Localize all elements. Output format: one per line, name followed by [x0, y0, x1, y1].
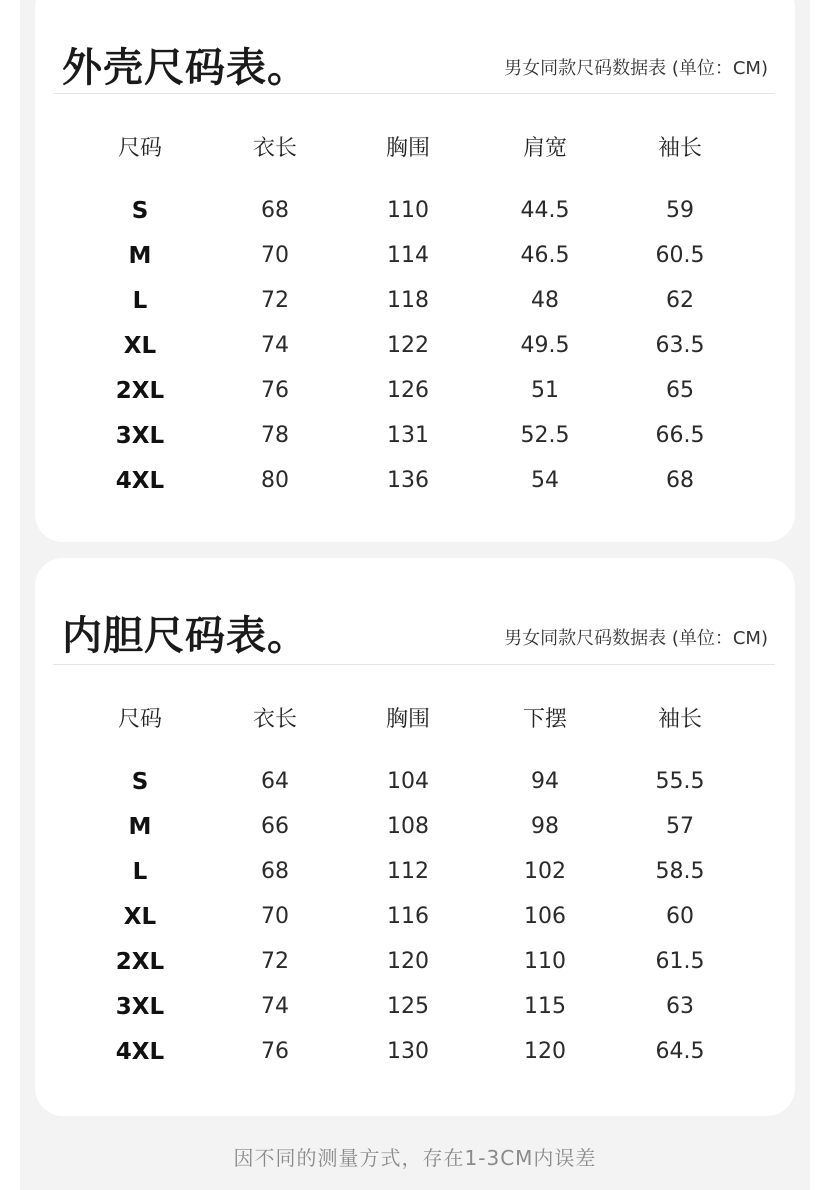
- table-row: [35, 812, 795, 842]
- table-row: [35, 947, 795, 977]
- measurement-cell: 104: [387, 769, 429, 794]
- title-divider: [53, 93, 775, 94]
- table-row: [35, 376, 795, 406]
- measurement-cell: 78: [261, 423, 289, 448]
- measurement-cell: 58.5: [655, 859, 705, 884]
- size-label-cell: M: [128, 243, 152, 269]
- table-row: [35, 992, 795, 1022]
- table-row: [35, 466, 795, 496]
- table-row: [35, 421, 795, 451]
- size-label-cell: 3XL: [115, 423, 165, 449]
- measurement-cell: 116: [387, 904, 429, 929]
- measurement-cell: 108: [387, 814, 429, 839]
- measurement-cell: 60: [666, 904, 694, 929]
- measurement-cell: 70: [261, 904, 289, 929]
- size-label-cell: XL: [123, 333, 157, 359]
- card-subtitle: 男女同款尺码数据表 (单位：CM): [504, 58, 768, 79]
- size-label-cell: L: [132, 859, 148, 885]
- card-subtitle: 男女同款尺码数据表 (单位：CM): [504, 628, 768, 649]
- outer-shell-size-card: [35, 0, 795, 542]
- measurement-cell: 46.5: [520, 243, 570, 268]
- measurement-cell: 44.5: [520, 198, 570, 223]
- table-header-row: [35, 134, 795, 164]
- size-label-cell: 2XL: [115, 378, 165, 404]
- measurement-cell: 66.5: [655, 423, 705, 448]
- measurement-cell: 60.5: [655, 243, 705, 268]
- measurement-cell: 130: [387, 1039, 429, 1064]
- measurement-cell: 74: [261, 333, 289, 358]
- measurement-cell: 131: [387, 423, 429, 448]
- table-row: [35, 857, 795, 887]
- table-row: [35, 331, 795, 361]
- measurement-cell: 48: [531, 288, 559, 313]
- measurement-cell: 61.5: [655, 949, 705, 974]
- measurement-cell: 68: [666, 468, 694, 493]
- measurement-cell: 70: [261, 243, 289, 268]
- measurement-cell: 94: [531, 769, 559, 794]
- size-label-cell: S: [131, 198, 149, 224]
- measurement-cell: 136: [387, 468, 429, 493]
- size-label-cell: 2XL: [115, 949, 165, 975]
- table-row: [35, 902, 795, 932]
- measurement-cell: 72: [261, 288, 289, 313]
- measurement-cell: 110: [387, 198, 429, 223]
- table-row: [35, 196, 795, 226]
- measurement-cell: 49.5: [520, 333, 570, 358]
- measurement-cell: 68: [261, 859, 289, 884]
- measurement-cell: 122: [387, 333, 429, 358]
- size-label-cell: 3XL: [115, 994, 165, 1020]
- measurement-cell: 66: [261, 814, 289, 839]
- header-cell: 肩宽: [522, 136, 567, 161]
- table-row: [35, 1037, 795, 1067]
- measurement-cell: 110: [524, 949, 566, 974]
- measurement-cell: 76: [261, 378, 289, 403]
- measurement-cell: 62: [666, 288, 694, 313]
- card-title: 内胆尺码表。: [62, 613, 308, 659]
- size-label-cell: L: [132, 288, 148, 314]
- measurement-cell: 57: [666, 814, 694, 839]
- measurement-cell: 54: [531, 468, 559, 493]
- size-label-cell: S: [131, 769, 149, 795]
- measurement-cell: 76: [261, 1039, 289, 1064]
- measurement-cell: 59: [666, 198, 694, 223]
- title-divider: [53, 664, 775, 665]
- measurement-cell: 102: [524, 859, 566, 884]
- measurement-cell: 64: [261, 769, 289, 794]
- header-cell: 衣长: [252, 136, 297, 161]
- measurement-cell: 51: [531, 378, 559, 403]
- measurement-cell: 114: [387, 243, 429, 268]
- measurement-cell: 112: [387, 859, 429, 884]
- header-cell: 下摆: [522, 707, 567, 732]
- header-cell: 袖长: [657, 136, 702, 161]
- measurement-cell: 72: [261, 949, 289, 974]
- header-cell: 胸围: [385, 707, 430, 732]
- measurement-cell: 80: [261, 468, 289, 493]
- measurement-cell: 106: [524, 904, 566, 929]
- table-row: [35, 286, 795, 316]
- header-cell: 衣长: [252, 707, 297, 732]
- measurement-cell: 65: [666, 378, 694, 403]
- measurement-cell: 118: [387, 288, 429, 313]
- measurement-cell: 63: [666, 994, 694, 1019]
- size-label-cell: XL: [123, 904, 157, 930]
- size-label-cell: 4XL: [115, 1039, 165, 1065]
- inner-liner-size-card: [35, 558, 795, 1116]
- table-header-row: [35, 705, 795, 735]
- measurement-cell: 120: [387, 949, 429, 974]
- size-label-cell: M: [128, 814, 152, 840]
- measurement-cell: 120: [524, 1039, 566, 1064]
- measurement-cell: 63.5: [655, 333, 705, 358]
- measurement-cell: 125: [387, 994, 429, 1019]
- table-row: [35, 767, 795, 797]
- table-row: [35, 241, 795, 271]
- measurement-footnote: 因不同的测量方式，存在1-3CM内误差: [233, 1146, 597, 1170]
- measurement-cell: 126: [387, 378, 429, 403]
- header-cell: 胸围: [385, 136, 430, 161]
- measurement-cell: 55.5: [655, 769, 705, 794]
- header-cell: 袖长: [657, 707, 702, 732]
- size-label-cell: 4XL: [115, 468, 165, 494]
- measurement-cell: 115: [524, 994, 566, 1019]
- card-title: 外壳尺码表。: [62, 45, 308, 91]
- measurement-cell: 52.5: [520, 423, 570, 448]
- measurement-cell: 68: [261, 198, 289, 223]
- header-cell: 尺码: [117, 707, 162, 732]
- measurement-cell: 64.5: [655, 1039, 705, 1064]
- measurement-cell: 98: [531, 814, 559, 839]
- header-cell: 尺码: [117, 136, 162, 161]
- measurement-cell: 74: [261, 994, 289, 1019]
